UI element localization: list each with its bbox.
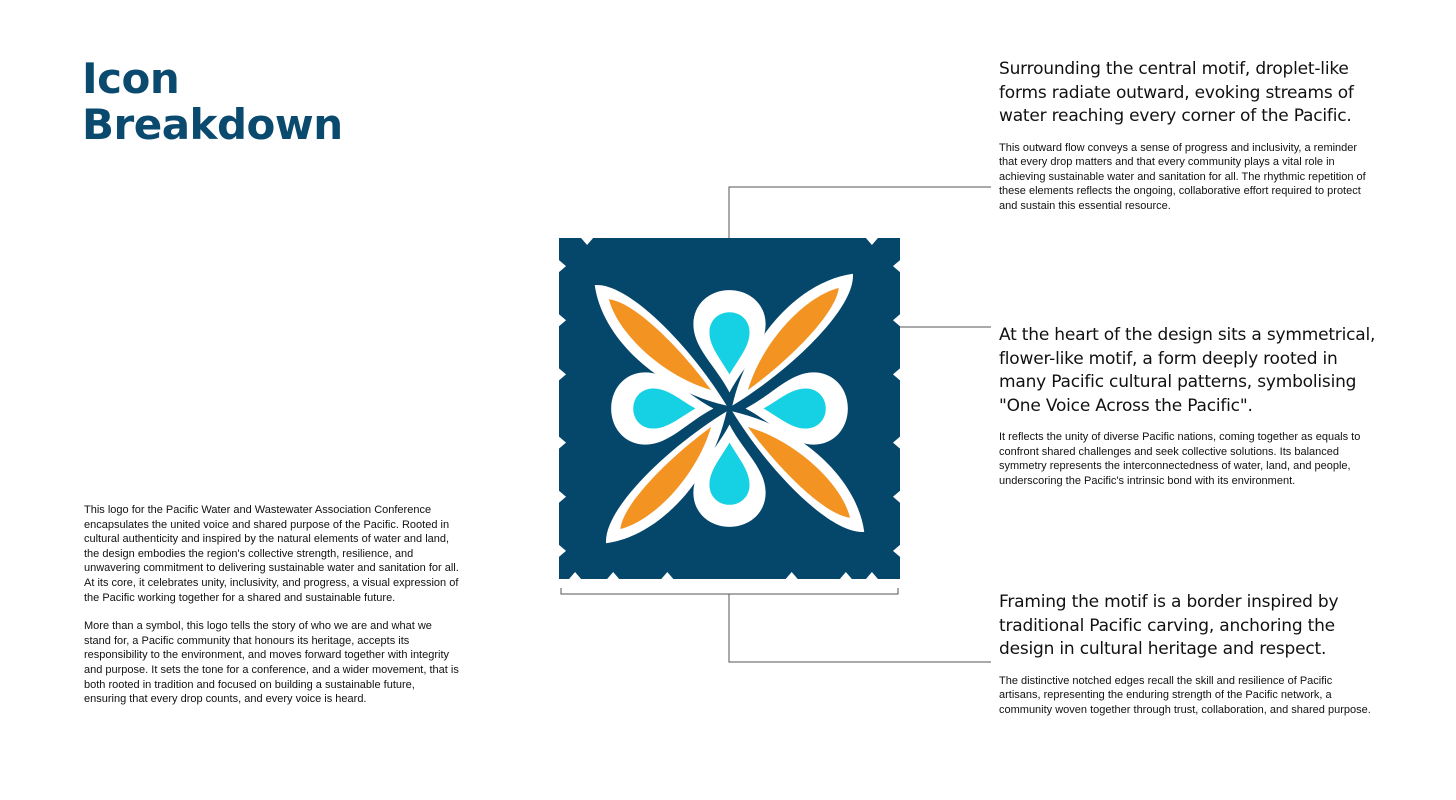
annotation-border-body: The distinctive notched edges recall the skill and resilience of Pacific artisans, representing the enduring strength of the Pacific network, a community woven together through trust, collaboration, and shared purpose. [999,674,1371,716]
annotation-droplets-body: This outward flow conveys a sense of progress and inclusivity, a reminder that every drop matters and that every community plays a vital role in achieving sustainable water and sanitation for all. The rhythmic repetition of these elements reflects the ongoing, collaborative effort required to protect and sustain this essential resource. [999,141,1366,212]
page-title-line-1: Icon [82,54,180,103]
annotation-border-heading: Framing the motif is a border inspired by traditional Pacific carving, anchoring the design in cultural heritage and respect. [999,592,1339,659]
annotation-droplets [999,58,1379,213]
intro-paragraph-2: More than a symbol, this logo tells the story of who we are and what we stand for, a Pacific community that honours its heritage, accepts its responsibility to the environment, and moves forward together with integrity and purpose. It sets the tone for a conference, and a wider movement, that is both rooted in tradition and focused on building a sustainable future, ensuring that every drop counts, and every voice is heard. [84,620,459,706]
intro-paragraph-1: This logo for the Pacific Water and Wastewater Association Conference encapsulates the united voice and shared purpose of the Pacific. Rooted in cultural authenticity and inspired by the natural elements of water and land, the design embodies the region's collective strength, resilience, and unwavering commitment to delivering sustainable water and sanitation for all. At its core, it celebrates unity, inclusivity, and progress, a visual expression of the Pacific working together for a shared and sustainable future. [84,504,459,604]
pacific-flower-logo-icon [559,238,900,579]
annotation-border [999,591,1379,717]
leader-line-border [729,594,991,662]
annotation-droplets-heading: Surrounding the central motif, droplet-like forms radiate outward, evoking streams of water reaching every corner of the Pacific. [999,59,1354,126]
annotation-flower-body: It reflects the unity of diverse Pacific nations, coming together as equals to confront shared challenges and seek collective solutions. Its balanced symmetry represents the interconnectedness of water, land, and people, underscoring the Pacific's intrinsic bond with its environment. [999,431,1361,487]
border-bracket [561,588,898,594]
page-title-line-2: Breakdown [82,100,343,149]
annotation-flower-heading: At the heart of the design sits a symmetrical, flower-like motif, a form deeply rooted in many Pacific cultural patterns, symbolising "One Voice Across the Pacific". [999,325,1376,416]
logo-svg [559,238,900,579]
annotation-flower [999,324,1379,488]
